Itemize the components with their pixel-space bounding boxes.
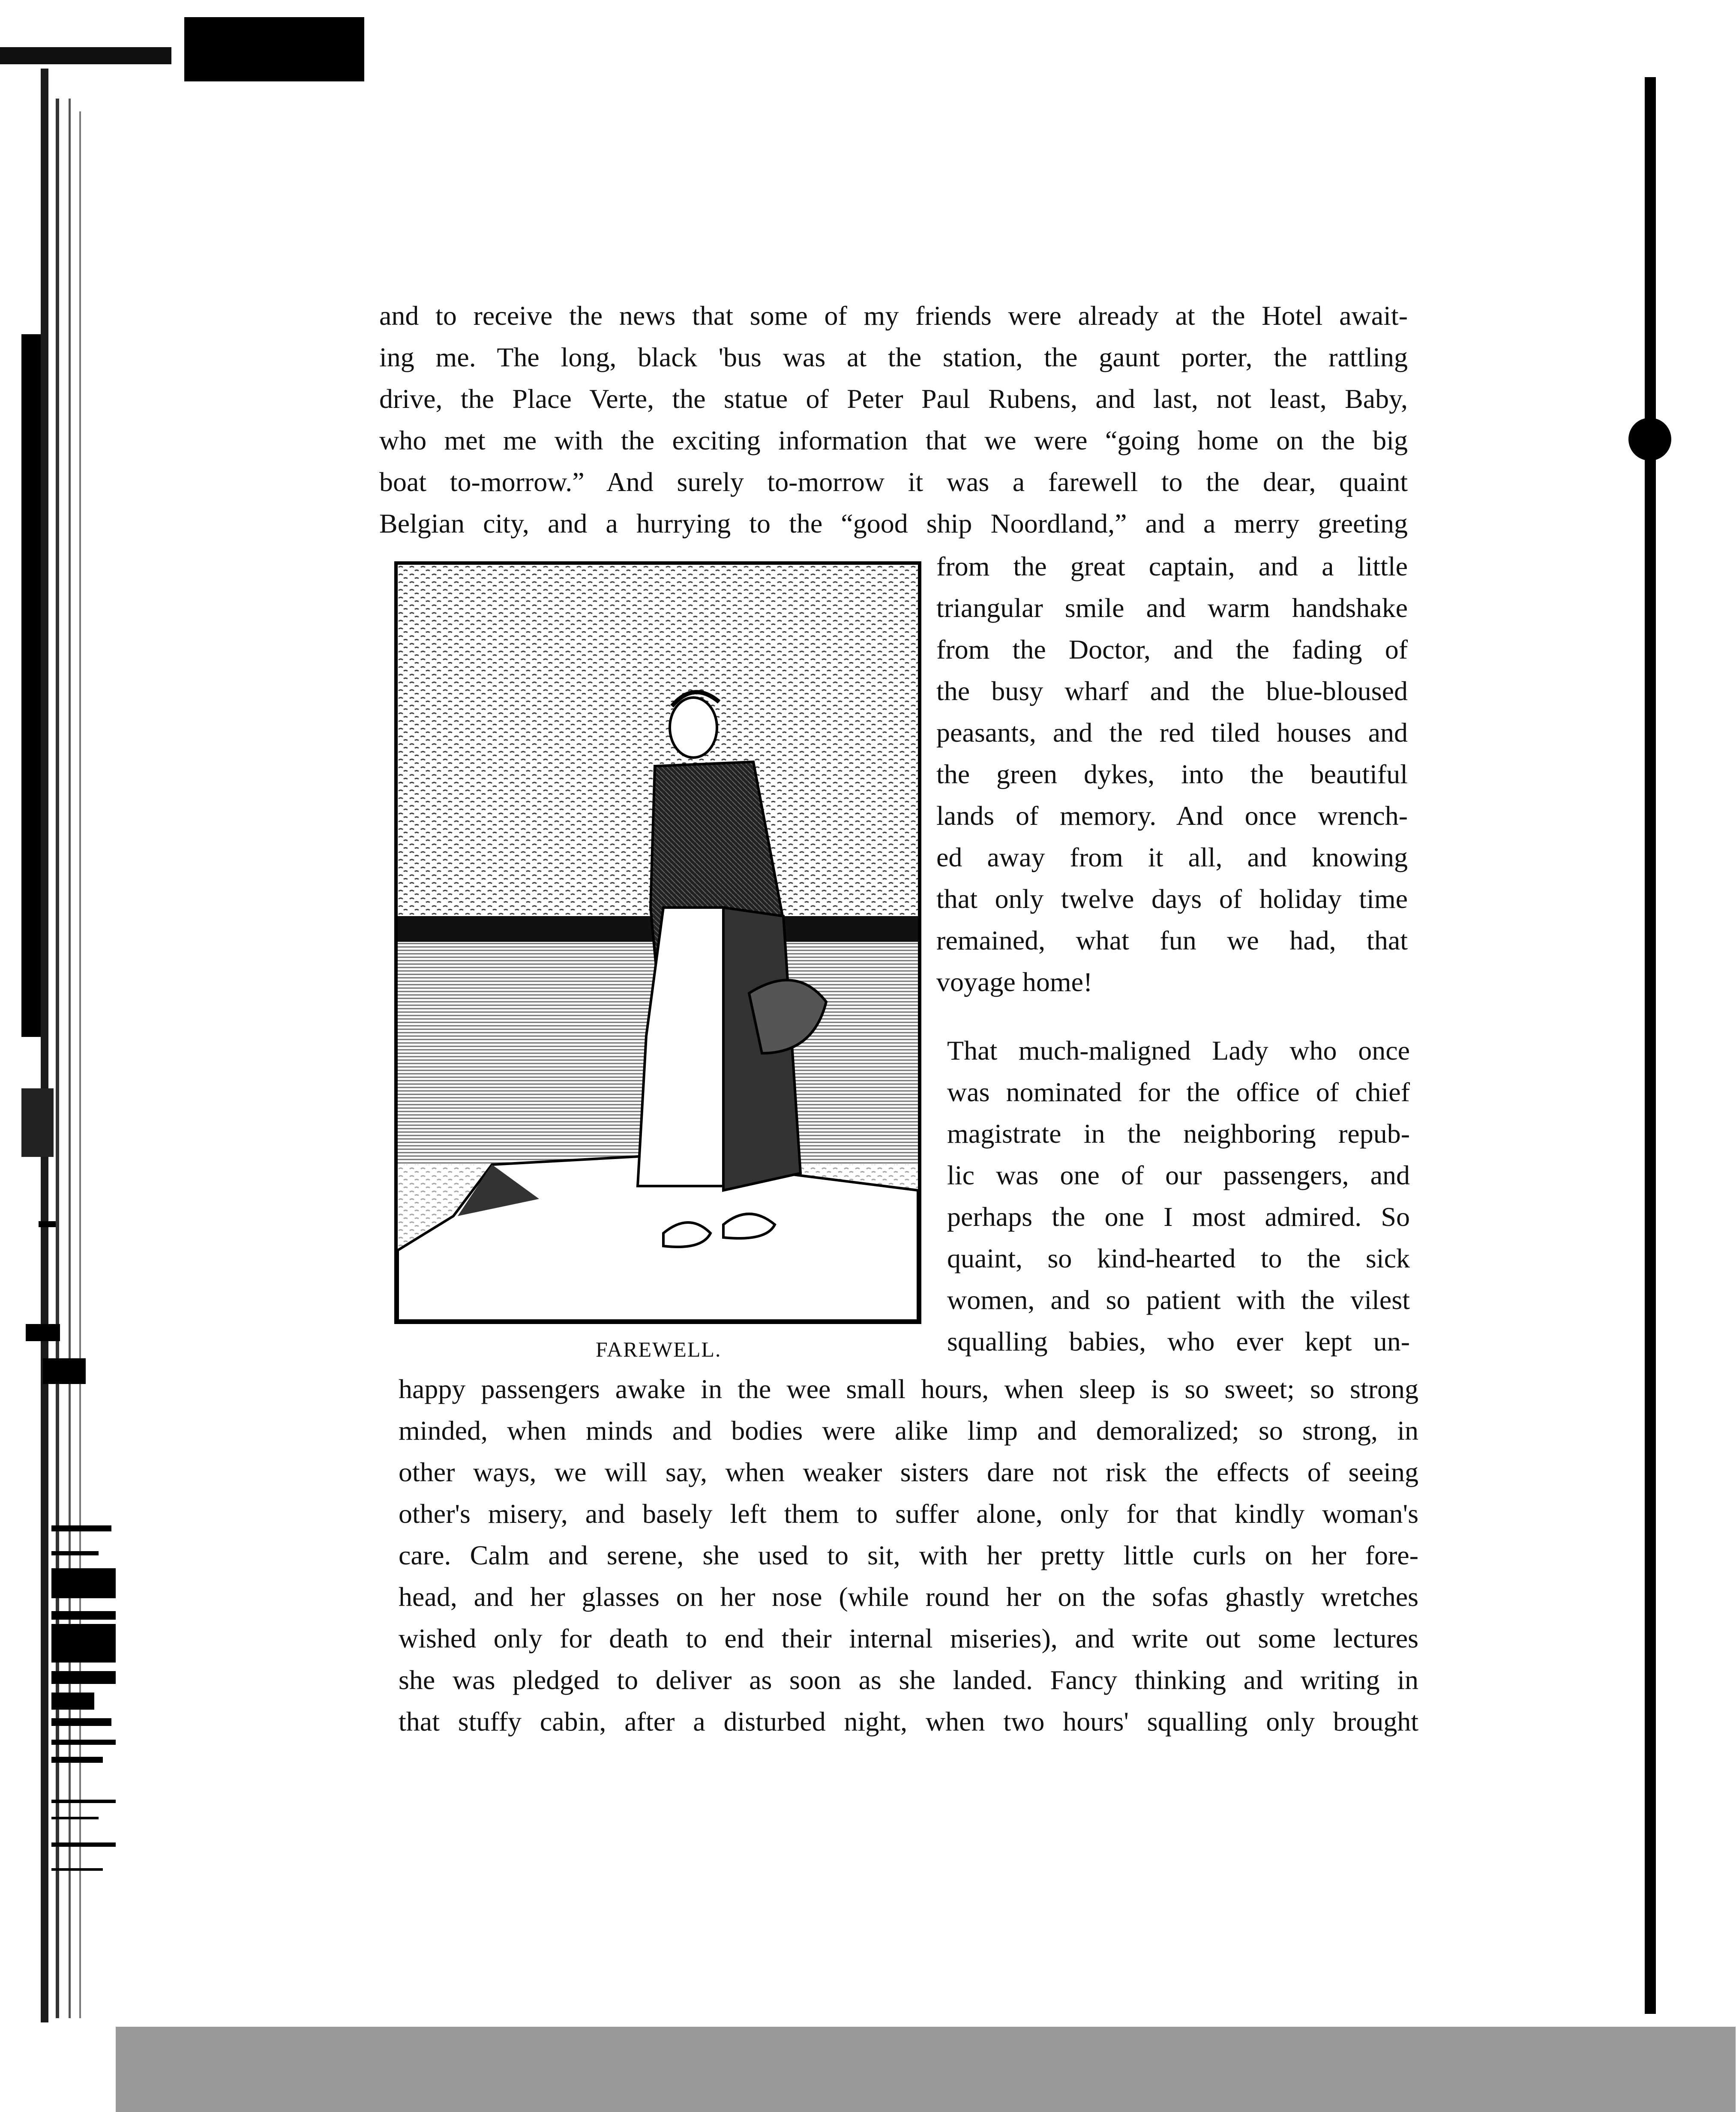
barcode-bar	[51, 1868, 103, 1871]
text-line: minded, when minds and bodies were alike limp and demoralized; so strong, in	[399, 1415, 1418, 1446]
text-line: Belgian city, and a hurrying to the “good ship Noordland,” and a merry greeting	[379, 508, 1408, 539]
text-line: other's misery, and basely left them to suffer alone, only for that kindly woman's	[399, 1498, 1418, 1529]
barcode-bar	[51, 1568, 116, 1598]
text-line: squalling babies, who ever kept un-	[947, 1326, 1410, 1357]
farewell-illustration	[394, 561, 921, 1324]
text-line: and to receive the news that some of my friends were already at the Hotel await-	[379, 300, 1408, 331]
text-line: the busy wharf and the blue-bloused	[936, 676, 1408, 706]
text-line: that stuffy cabin, after a disturbed night, when two hours' squalling only brought	[399, 1706, 1418, 1737]
text-line: ed away from it all, and knowing	[936, 842, 1408, 872]
barcode-bar	[51, 1740, 116, 1745]
text-line: drive, the Place Verte, the statue of Peter Paul Rubens, and last, not least, Baby,	[379, 383, 1408, 414]
scan-artifact-dash	[39, 1221, 56, 1227]
scan-artifact-left-rail	[79, 111, 81, 2018]
text-line: was nominated for the office of chief	[947, 1077, 1410, 1107]
text-line: quaint, so kind-hearted to the sick	[947, 1243, 1410, 1273]
scan-artifact-left-rail	[56, 99, 59, 2018]
text-line: the green dykes, into the beautiful	[936, 759, 1408, 789]
text-line: she was pledged to deliver as soon as she landed. Fancy thinking and writing in	[399, 1665, 1418, 1695]
text-line: lic was one of our passengers, and	[947, 1160, 1410, 1190]
text-line: head, and her glasses on her nose (while round her on the sofas ghastly wretches	[399, 1582, 1418, 1612]
scan-artifact-dash	[26, 1324, 60, 1341]
text-line: voyage home!	[936, 967, 1093, 997]
text-line: ing me. The long, black 'bus was at the station, the gaunt porter, the rattling	[379, 342, 1408, 372]
text-line: happy passengers awake in the wee small hours, when sleep is so sweet; so strong	[399, 1374, 1418, 1404]
barcode-bar	[51, 1718, 111, 1726]
barcode-bar	[51, 1693, 94, 1710]
barcode-bar	[51, 1551, 99, 1555]
scan-artifact-left-block	[21, 1088, 54, 1157]
text-line: from the Doctor, and the fading of	[936, 634, 1408, 665]
scan-artifact-top	[184, 17, 364, 81]
barcode-bar	[51, 1611, 116, 1620]
text-line: triangular smile and warm handshake	[936, 593, 1408, 623]
text-line: women, and so patient with the vilest	[947, 1285, 1410, 1315]
engraving-image	[398, 565, 918, 1321]
illustration-caption: FAREWELL.	[596, 1337, 722, 1361]
text-line: from the great captain, and a little	[936, 551, 1408, 581]
scan-artifact-dash	[43, 1358, 86, 1384]
barcode-bar	[51, 1800, 116, 1803]
text-line: wished only for death to end their internal miseries), and write out some lectures	[399, 1623, 1418, 1654]
text-line: who met me with the exciting information that we were “going home on the big	[379, 425, 1408, 455]
scan-artifact-left-block	[21, 334, 41, 1037]
scan-artifact-bottom	[116, 2027, 1736, 2112]
barcode-bar	[51, 1525, 111, 1531]
scan-artifact-top-left	[0, 47, 171, 64]
barcode-bar	[51, 1757, 103, 1763]
scan-artifact-left-rail	[41, 69, 48, 2022]
text-line: boat to-morrow.” And surely to-morrow it was a farewell to the dear, quaint	[379, 467, 1408, 497]
text-line: care. Calm and serene, she used to sit, with her pretty little curls on her fore-	[399, 1540, 1418, 1570]
scan-artifact-right-rail	[1645, 77, 1656, 2014]
text-line: other ways, we will say, when weaker sisters dare not risk the effects of seeing	[399, 1457, 1418, 1487]
text-line: that only twelve days of holiday time	[936, 884, 1408, 914]
text-line: remained, what fun we had, that	[936, 925, 1408, 956]
barcode-bar	[51, 1671, 116, 1684]
text-line: lands of memory. And once wrench-	[936, 800, 1408, 831]
barcode-bar	[51, 1817, 99, 1819]
scan-artifact-right-blob	[1628, 418, 1671, 461]
text-line: perhaps the one I most admired. So	[947, 1201, 1410, 1232]
text-line: That much-maligned Lady who once	[947, 1035, 1410, 1066]
scan-artifact-left-rail	[69, 99, 71, 2018]
text-line: magistrate in the neighboring repub-	[947, 1118, 1410, 1149]
barcode-bar	[51, 1842, 116, 1847]
text-line: peasants, and the red tiled houses and	[936, 717, 1408, 748]
barcode-bar	[51, 1624, 116, 1663]
